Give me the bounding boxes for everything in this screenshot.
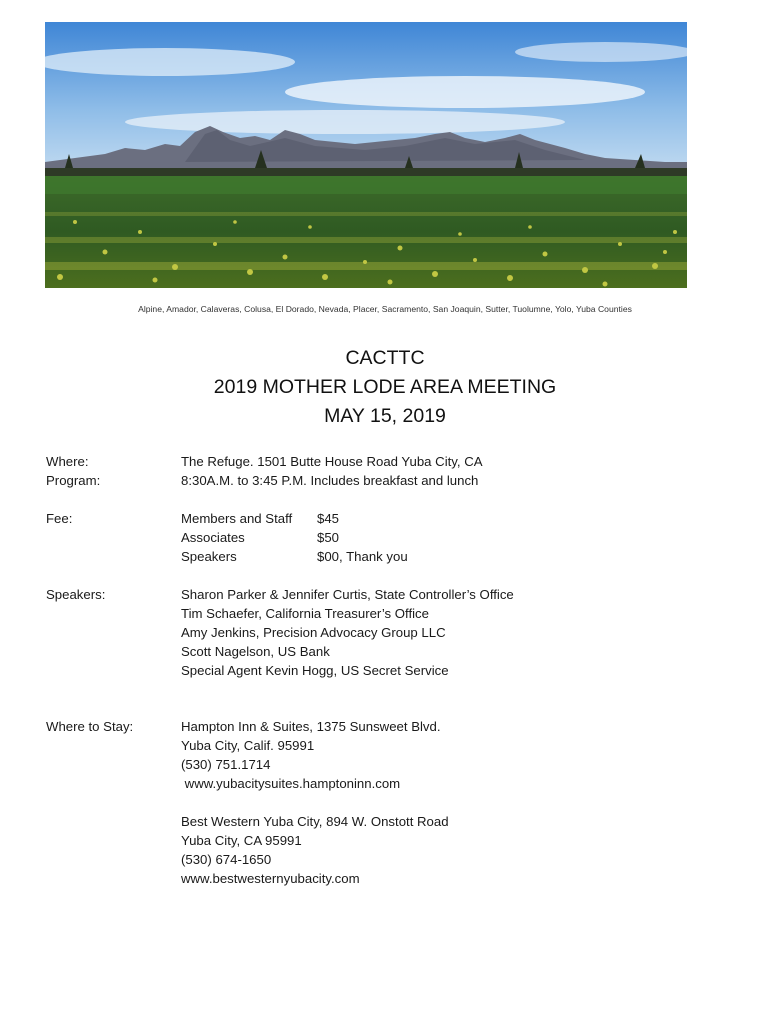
fee-name: Members and Staff xyxy=(181,511,293,526)
hotel-website-link[interactable]: www.bestwesternyubacity.com xyxy=(181,871,360,886)
fee-amount: $00, Thank you xyxy=(317,549,408,564)
where-to-stay-label: Where to Stay: xyxy=(46,719,134,734)
hotel-hampton xyxy=(181,717,441,793)
fee-amount: $45 xyxy=(317,511,340,526)
hotel-line: Hampton Inn & Suites, 1375 Sunsweet Blvd. xyxy=(181,719,441,734)
speakers-list xyxy=(181,585,514,680)
hotel-phone: (530) 674-1650 xyxy=(181,852,272,867)
meeting-date: MAY 15, 2019 xyxy=(324,405,446,427)
where-label: Where: xyxy=(46,454,89,469)
fee-amounts xyxy=(317,509,408,566)
landscape-image xyxy=(45,22,687,288)
hotel-phone: (530) 751.1714 xyxy=(181,757,271,772)
title-block xyxy=(0,344,770,431)
speaker-item: Sharon Parker & Jennifer Curtis, State Controller’s Office xyxy=(181,587,514,602)
hotel-website-link[interactable]: www.yubacitysuites.hamptoninn.com xyxy=(181,776,401,791)
speakers-label: Speakers: xyxy=(46,587,106,602)
hotel-best-western xyxy=(181,812,449,888)
org-title: CACTTC xyxy=(345,347,425,369)
speaker-item: Amy Jenkins, Precision Advocacy Group LLC xyxy=(181,625,446,640)
meeting-title: 2019 MOTHER LODE AREA MEETING xyxy=(213,376,557,398)
header-photo xyxy=(45,22,687,288)
program-value: 8:30A.M. to 3:45 P.M. Includes breakfast and lunch xyxy=(181,473,479,488)
fee-name: Speakers xyxy=(181,549,237,564)
hotel-line: Yuba City, Calif. 95991 xyxy=(181,738,315,753)
speaker-item: Scott Nagelson, US Bank xyxy=(181,644,330,659)
fee-label: Fee: xyxy=(46,511,73,526)
fee-name: Associates xyxy=(181,530,245,545)
hotel-line: Best Western Yuba City, 894 W. Onstott Road xyxy=(181,814,449,829)
where-value: The Refuge. 1501 Butte House Road Yuba City, CA xyxy=(181,454,483,469)
counties-caption: Alpine, Amador, Calaveras, Colusa, El Dorado, Nevada, Placer, Sacramento, San Joaquin, Sutter, Tuolumne, Yolo, Yuba Counties xyxy=(138,304,632,314)
program-label: Program: xyxy=(46,473,101,488)
fee-names xyxy=(181,509,292,566)
speaker-item: Special Agent Kevin Hogg, US Secret Service xyxy=(181,663,449,678)
hotel-line: Yuba City, CA 95991 xyxy=(181,833,302,848)
speaker-item: Tim Schaefer, California Treasurer’s Office xyxy=(181,606,429,621)
fee-amount: $50 xyxy=(317,530,340,545)
